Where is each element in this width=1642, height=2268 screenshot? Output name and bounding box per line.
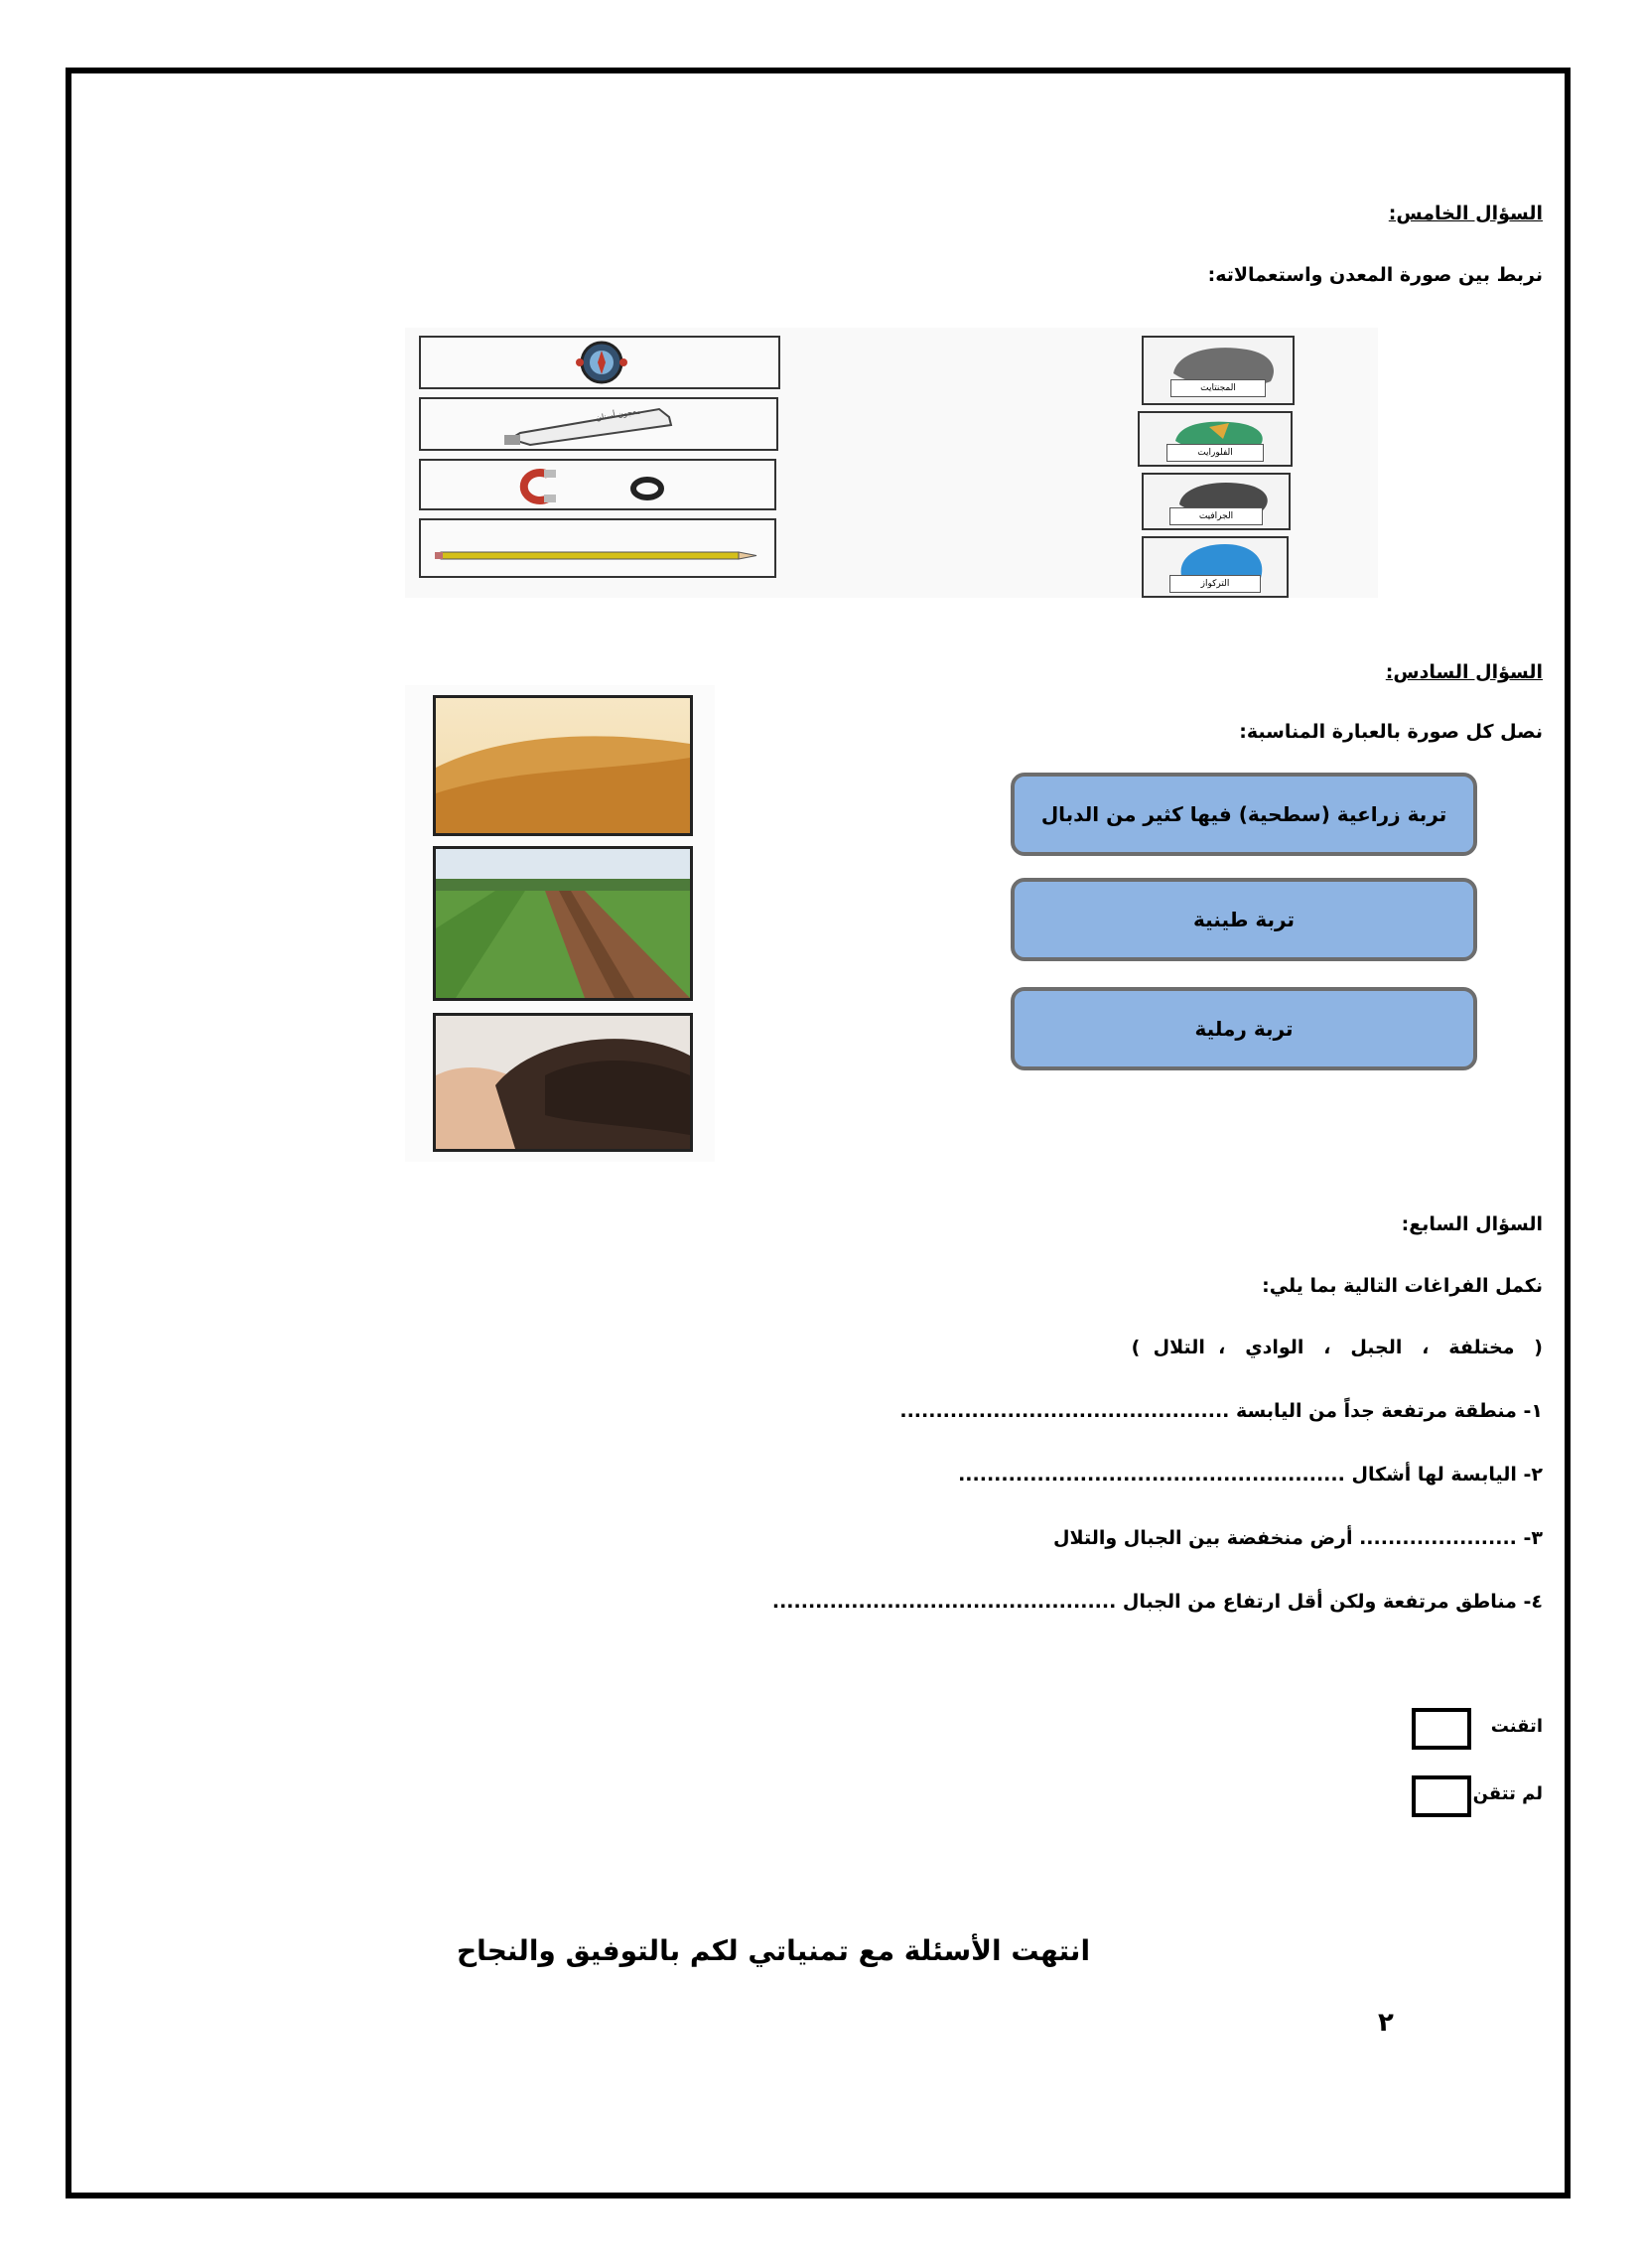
soil-option-sandy[interactable]	[1011, 987, 1477, 1070]
q7-item-4[interactable]: ٤- مناطق مرتفعة ولكن أقل ارتفاع من الجبال ................................................	[771, 1591, 1543, 1613]
q7-word-bank: ( مختلفة ، الجبل ، الوادي ، التلال )	[1131, 1337, 1543, 1358]
soil-option-sandy-text: تربة رملية	[1194, 1017, 1294, 1041]
q7-title: السؤال السابع:	[1401, 1213, 1543, 1235]
mineral-label-2: الفلورايت	[1166, 444, 1263, 462]
soil-option-agricultural-text: تربة زراعية (سطحية) فيها كثير من الدبال	[1040, 802, 1447, 826]
page-number: ٢	[1378, 2008, 1394, 2038]
mineral-label-4: التركواز	[1169, 575, 1261, 593]
toothpaste-card	[419, 397, 778, 451]
mineral-label-3: الجرافيت	[1169, 507, 1262, 525]
q5-title: السؤال الخامس:	[1388, 203, 1543, 224]
farmland-photo	[433, 846, 693, 1001]
q5-instruction: نربط بين صورة المعدن واستعمالاته:	[1207, 264, 1543, 286]
soil-option-clay[interactable]	[1011, 878, 1477, 961]
q7-item-3[interactable]: ٣- ...................... أرض منخفضة بين الجبال والتلال	[1053, 1527, 1543, 1549]
humus-hands-photo	[433, 1013, 693, 1152]
q7-item-1[interactable]: ١- منطقة مرتفعة جداً من اليابسة ..............................................	[899, 1400, 1543, 1422]
q7-item-2[interactable]: ٢- اليابسة لها أشكال ......................................................	[958, 1464, 1543, 1486]
mineral-card-4	[1142, 536, 1289, 598]
sand-dune-photo	[433, 695, 693, 836]
toothpaste-label: معجون أسنان	[595, 406, 641, 423]
soil-option-clay-text: تربة طينية	[1193, 908, 1296, 931]
not-mastered-checkbox[interactable]	[1412, 1775, 1471, 1817]
pencil-icon	[421, 520, 778, 576]
mineral-label-1: المجنتايت	[1170, 379, 1266, 397]
closing-message: انتهت الأسئلة مع تمنياتي لكم بالتوفيق والنجاح	[457, 1934, 1091, 1967]
mastered-label: اتقنت	[1490, 1716, 1543, 1737]
compass-card	[419, 336, 780, 389]
magnet-card	[419, 459, 776, 510]
mineral-card-2	[1138, 411, 1293, 467]
soil-option-agricultural[interactable]	[1011, 773, 1477, 856]
magnet-icon	[421, 461, 778, 508]
pencil-card	[419, 518, 776, 578]
compass-icon	[421, 338, 782, 387]
mineral-card-1	[1142, 336, 1295, 405]
mastered-checkbox[interactable]	[1412, 1708, 1471, 1750]
q5-matching-image	[405, 328, 1378, 598]
q6-title: السؤال السادس:	[1385, 661, 1543, 683]
toothpaste-icon	[421, 399, 780, 449]
q6-instruction: نصل كل صورة بالعبارة المناسبة:	[1239, 721, 1543, 743]
mineral-card-3	[1142, 473, 1291, 530]
q7-instruction: نكمل الفراغات التالية بما يلي:	[1262, 1275, 1543, 1297]
not-mastered-label: لم تتقن	[1472, 1783, 1543, 1804]
